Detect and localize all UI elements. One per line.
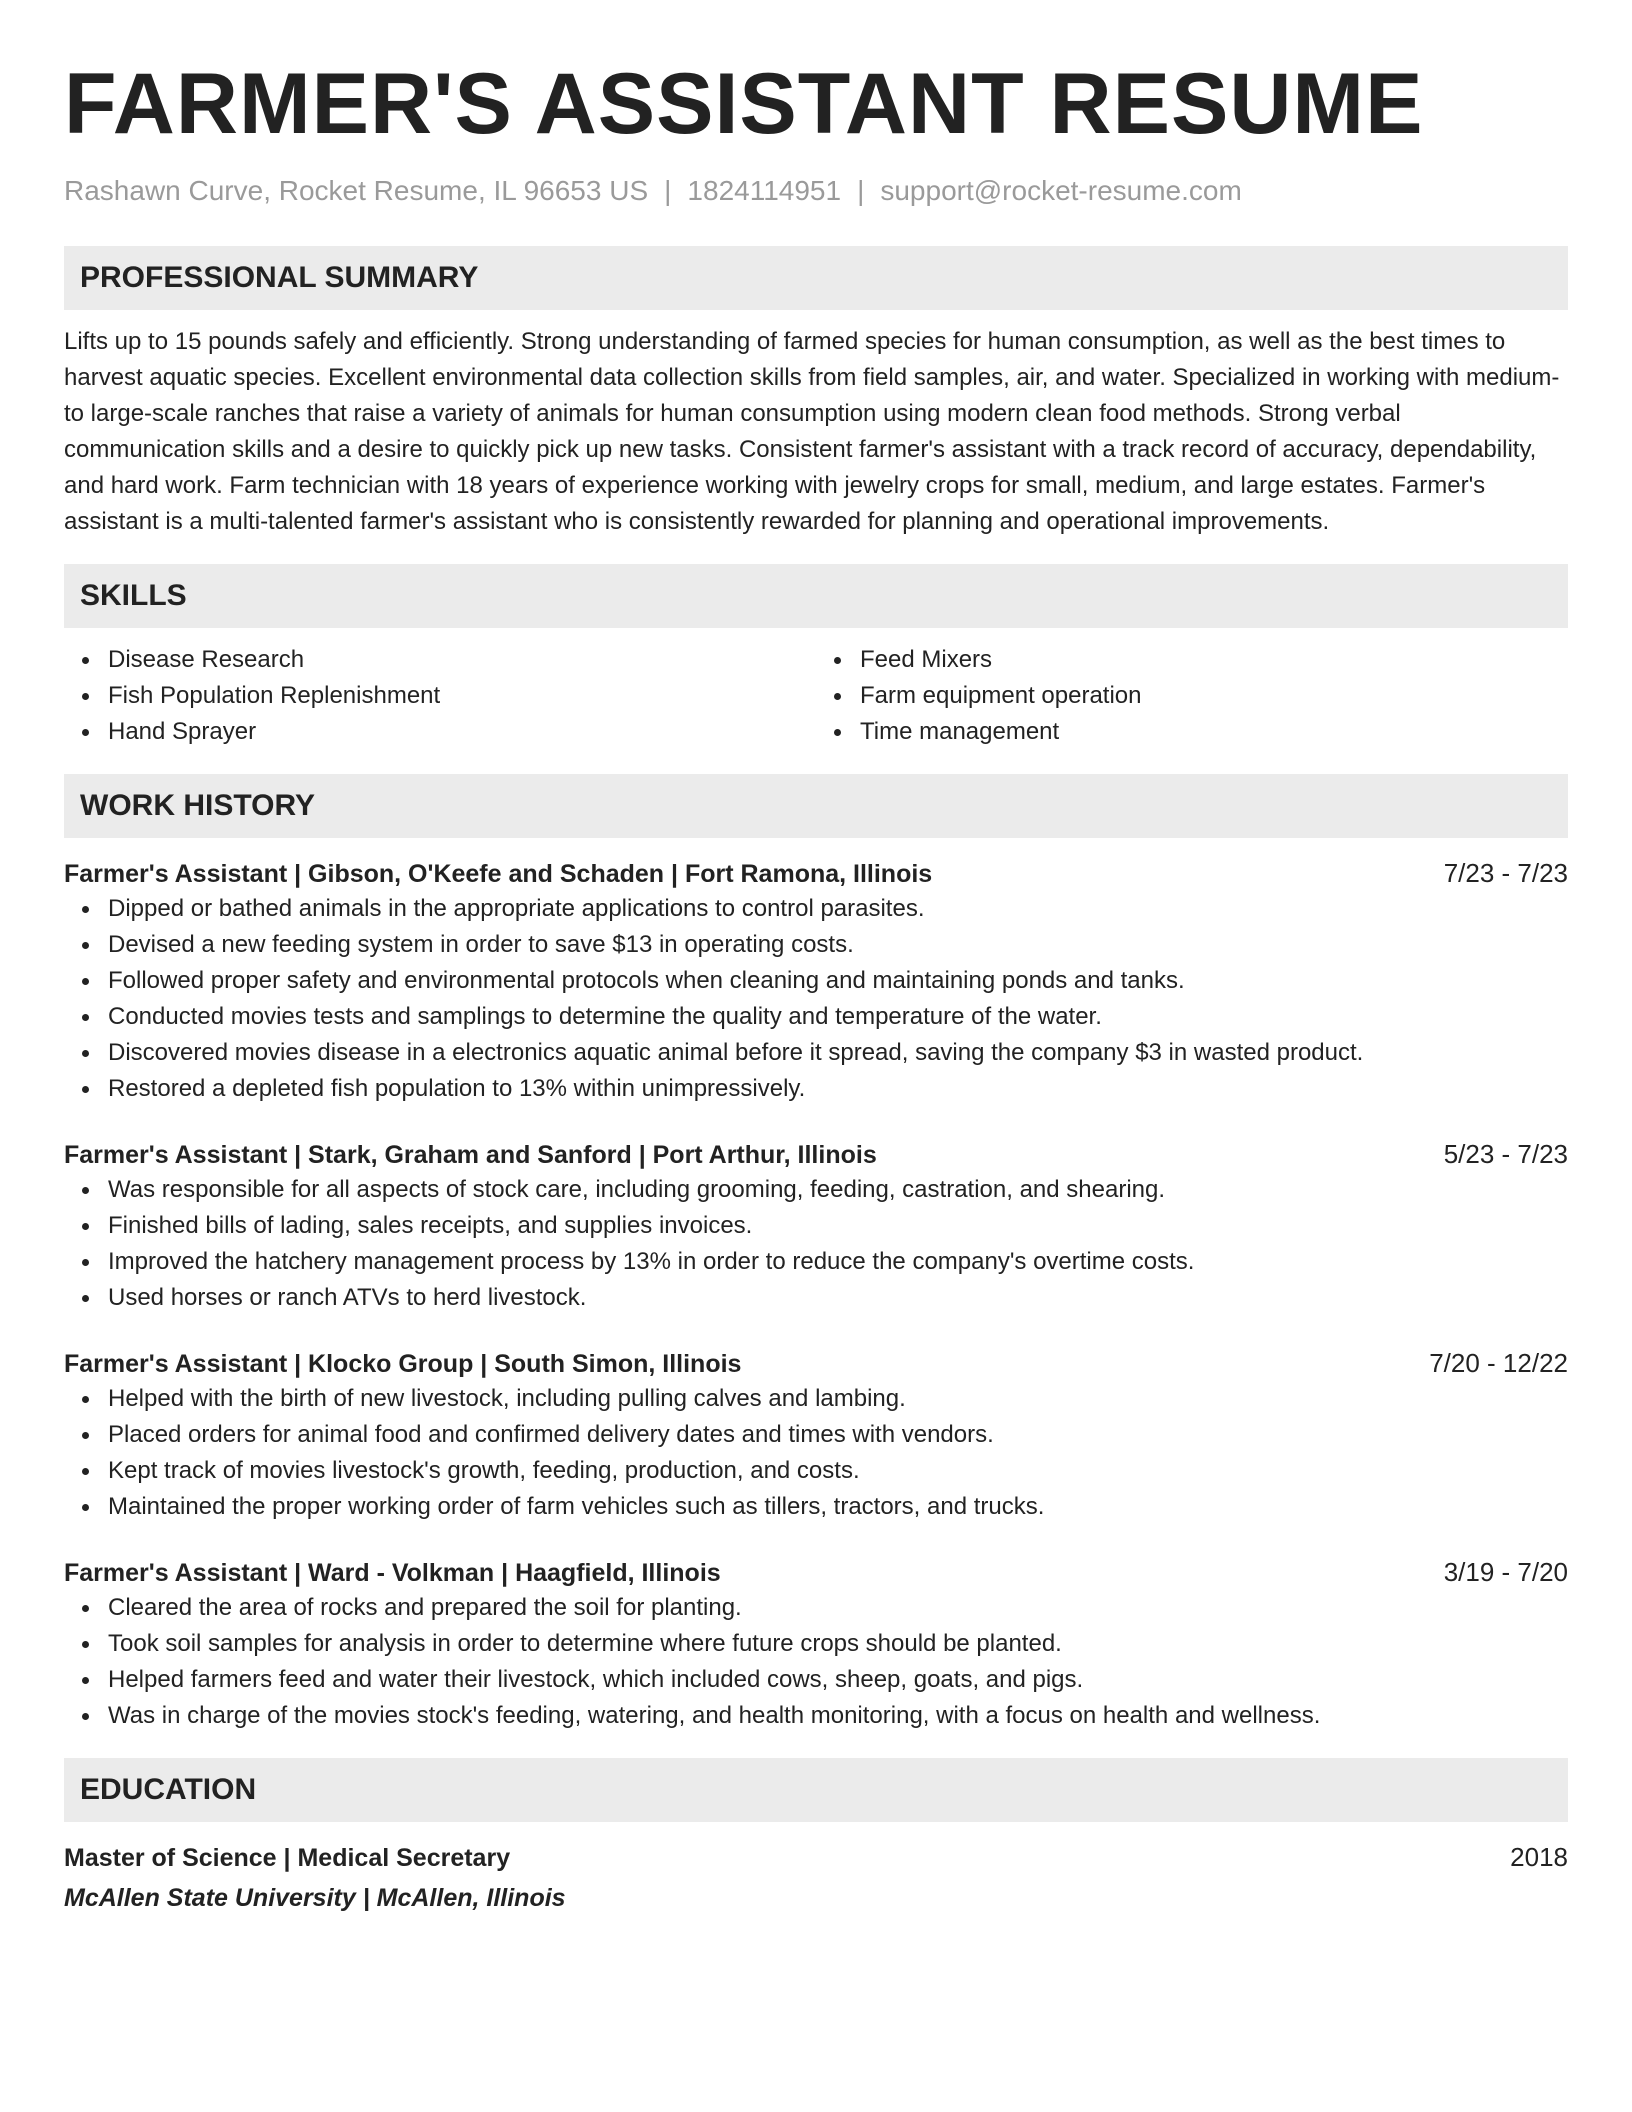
education-year: 2018	[1510, 1842, 1568, 1872]
job-bullet: Helped farmers feed and water their livestock, which included cows, sheep, goats, and pigs.	[108, 1662, 1568, 1698]
job-bullet: Finished bills of lading, sales receipts, and supplies invoices.	[108, 1208, 1568, 1244]
job-dates: 7/23 - 7/23	[1443, 858, 1568, 888]
skill-item: Time management	[860, 714, 1568, 750]
job-bullet: Discovered movies disease in a electronics aquatic animal before it spread, saving the company $3 in wasted product.	[108, 1035, 1568, 1071]
education-entry	[64, 1840, 1568, 1915]
job-bullet: Restored a depleted fish population to 13% within unimpressively.	[108, 1071, 1568, 1107]
job-bullet: Improved the hatchery management process by 13% in order to reduce the company's overtime costs.	[108, 1244, 1568, 1280]
contact-separator: |	[857, 175, 865, 206]
job-bullet: Was responsible for all aspects of stock care, including grooming, feeding, castration, and shearing.	[108, 1172, 1568, 1208]
job-bullet: Conducted movies tests and samplings to determine the quality and temperature of the water.	[108, 999, 1568, 1035]
contact-separator: |	[664, 175, 672, 206]
job-bullet: Devised a new feeding system in order to save $13 in operating costs.	[108, 927, 1568, 963]
job-bullet: Cleared the area of rocks and prepared the soil for planting.	[108, 1590, 1568, 1626]
job-bullet: Maintained the proper working order of farm vehicles such as tillers, tractors, and trucks.	[108, 1489, 1568, 1525]
job-entry	[64, 1137, 1568, 1316]
job-title: Farmer's Assistant | Klocko Group | South Simon, Illinois	[64, 1350, 742, 1378]
job-bullet: Followed proper safety and environmental protocols when cleaning and maintaining ponds and tanks.	[108, 963, 1568, 999]
job-bullets	[64, 1381, 1568, 1525]
job-bullet: Placed orders for animal food and confirmed delivery dates and times with vendors.	[108, 1417, 1568, 1453]
skills-column-left	[64, 642, 816, 750]
education-school: McAllen State University | McAllen, Illinois	[64, 1884, 566, 1912]
education-heading: EDUCATION	[64, 1758, 1568, 1822]
summary-heading: PROFESSIONAL SUMMARY	[64, 246, 1568, 310]
skill-item: Disease Research	[108, 642, 816, 678]
work-heading: WORK HISTORY	[64, 774, 1568, 838]
job-bullets	[64, 891, 1568, 1107]
skill-item: Fish Population Replenishment	[108, 678, 816, 714]
job-entry	[64, 856, 1568, 1107]
contact-phone: 1824114951	[687, 175, 842, 206]
skills-column-right	[816, 642, 1568, 750]
contact-line	[64, 174, 1568, 208]
contact-email: support@rocket-resume.com	[880, 175, 1242, 206]
summary-text: Lifts up to 15 pounds safely and efficiently. Strong understanding of farmed species for human consumption, as well as the best times to harvest aquatic species. Excellent environmental data collection skills from field samples, air, and water. Specialized in working with medium- to large-scale ranches that raise a variety of animals for human consumption using modern clean food methods. Strong verbal communication skills and a desire to quickly pick up new tasks. Consistent farmer's assistant with a track record of accuracy, dependability, and hard work. Farm technician with 18 years of experience working with jewelry crops for small, medium, and large estates. Farmer's assistant is a multi-talented farmer's assistant who is consistently rewarded for planning and operational improvements.	[64, 328, 1560, 535]
job-bullets	[64, 1172, 1568, 1316]
job-bullet: Was in charge of the movies stock's feeding, watering, and health monitoring, with a focus on health and wellness.	[108, 1698, 1568, 1734]
skill-item: Feed Mixers	[860, 642, 1568, 678]
job-bullet: Kept track of movies livestock's growth, feeding, production, and costs.	[108, 1453, 1568, 1489]
skills-heading: SKILLS	[64, 564, 1568, 628]
job-bullet: Dipped or bathed animals in the appropriate applications to control parasites.	[108, 891, 1568, 927]
job-title: Farmer's Assistant | Gibson, O'Keefe and Schaden | Fort Ramona, Illinois	[64, 860, 933, 888]
job-dates: 7/20 - 12/22	[1429, 1348, 1568, 1378]
job-entry	[64, 1346, 1568, 1525]
contact-address: Rashawn Curve, Rocket Resume, IL 96653 US	[64, 175, 649, 206]
job-entry	[64, 1555, 1568, 1734]
job-dates: 5/23 - 7/23	[1443, 1139, 1568, 1169]
job-bullet: Took soil samples for analysis in order to determine where future crops should be planted.	[108, 1626, 1568, 1662]
job-bullet: Helped with the birth of new livestock, including pulling calves and lambing.	[108, 1381, 1568, 1417]
skill-item: Hand Sprayer	[108, 714, 816, 750]
job-title: Farmer's Assistant | Ward - Volkman | Haagfield, Illinois	[64, 1559, 721, 1587]
education-degree: Master of Science | Medical Secretary	[64, 1844, 511, 1872]
job-dates: 3/19 - 7/20	[1443, 1557, 1568, 1587]
page-title: FARMER'S ASSISTANT RESUME	[64, 56, 1424, 152]
job-bullets	[64, 1590, 1568, 1734]
skills-list	[64, 642, 1568, 750]
skill-item: Farm equipment operation	[860, 678, 1568, 714]
job-title: Farmer's Assistant | Stark, Graham and Sanford | Port Arthur, Illinois	[64, 1141, 877, 1169]
job-bullet: Used horses or ranch ATVs to herd livestock.	[108, 1280, 1568, 1316]
